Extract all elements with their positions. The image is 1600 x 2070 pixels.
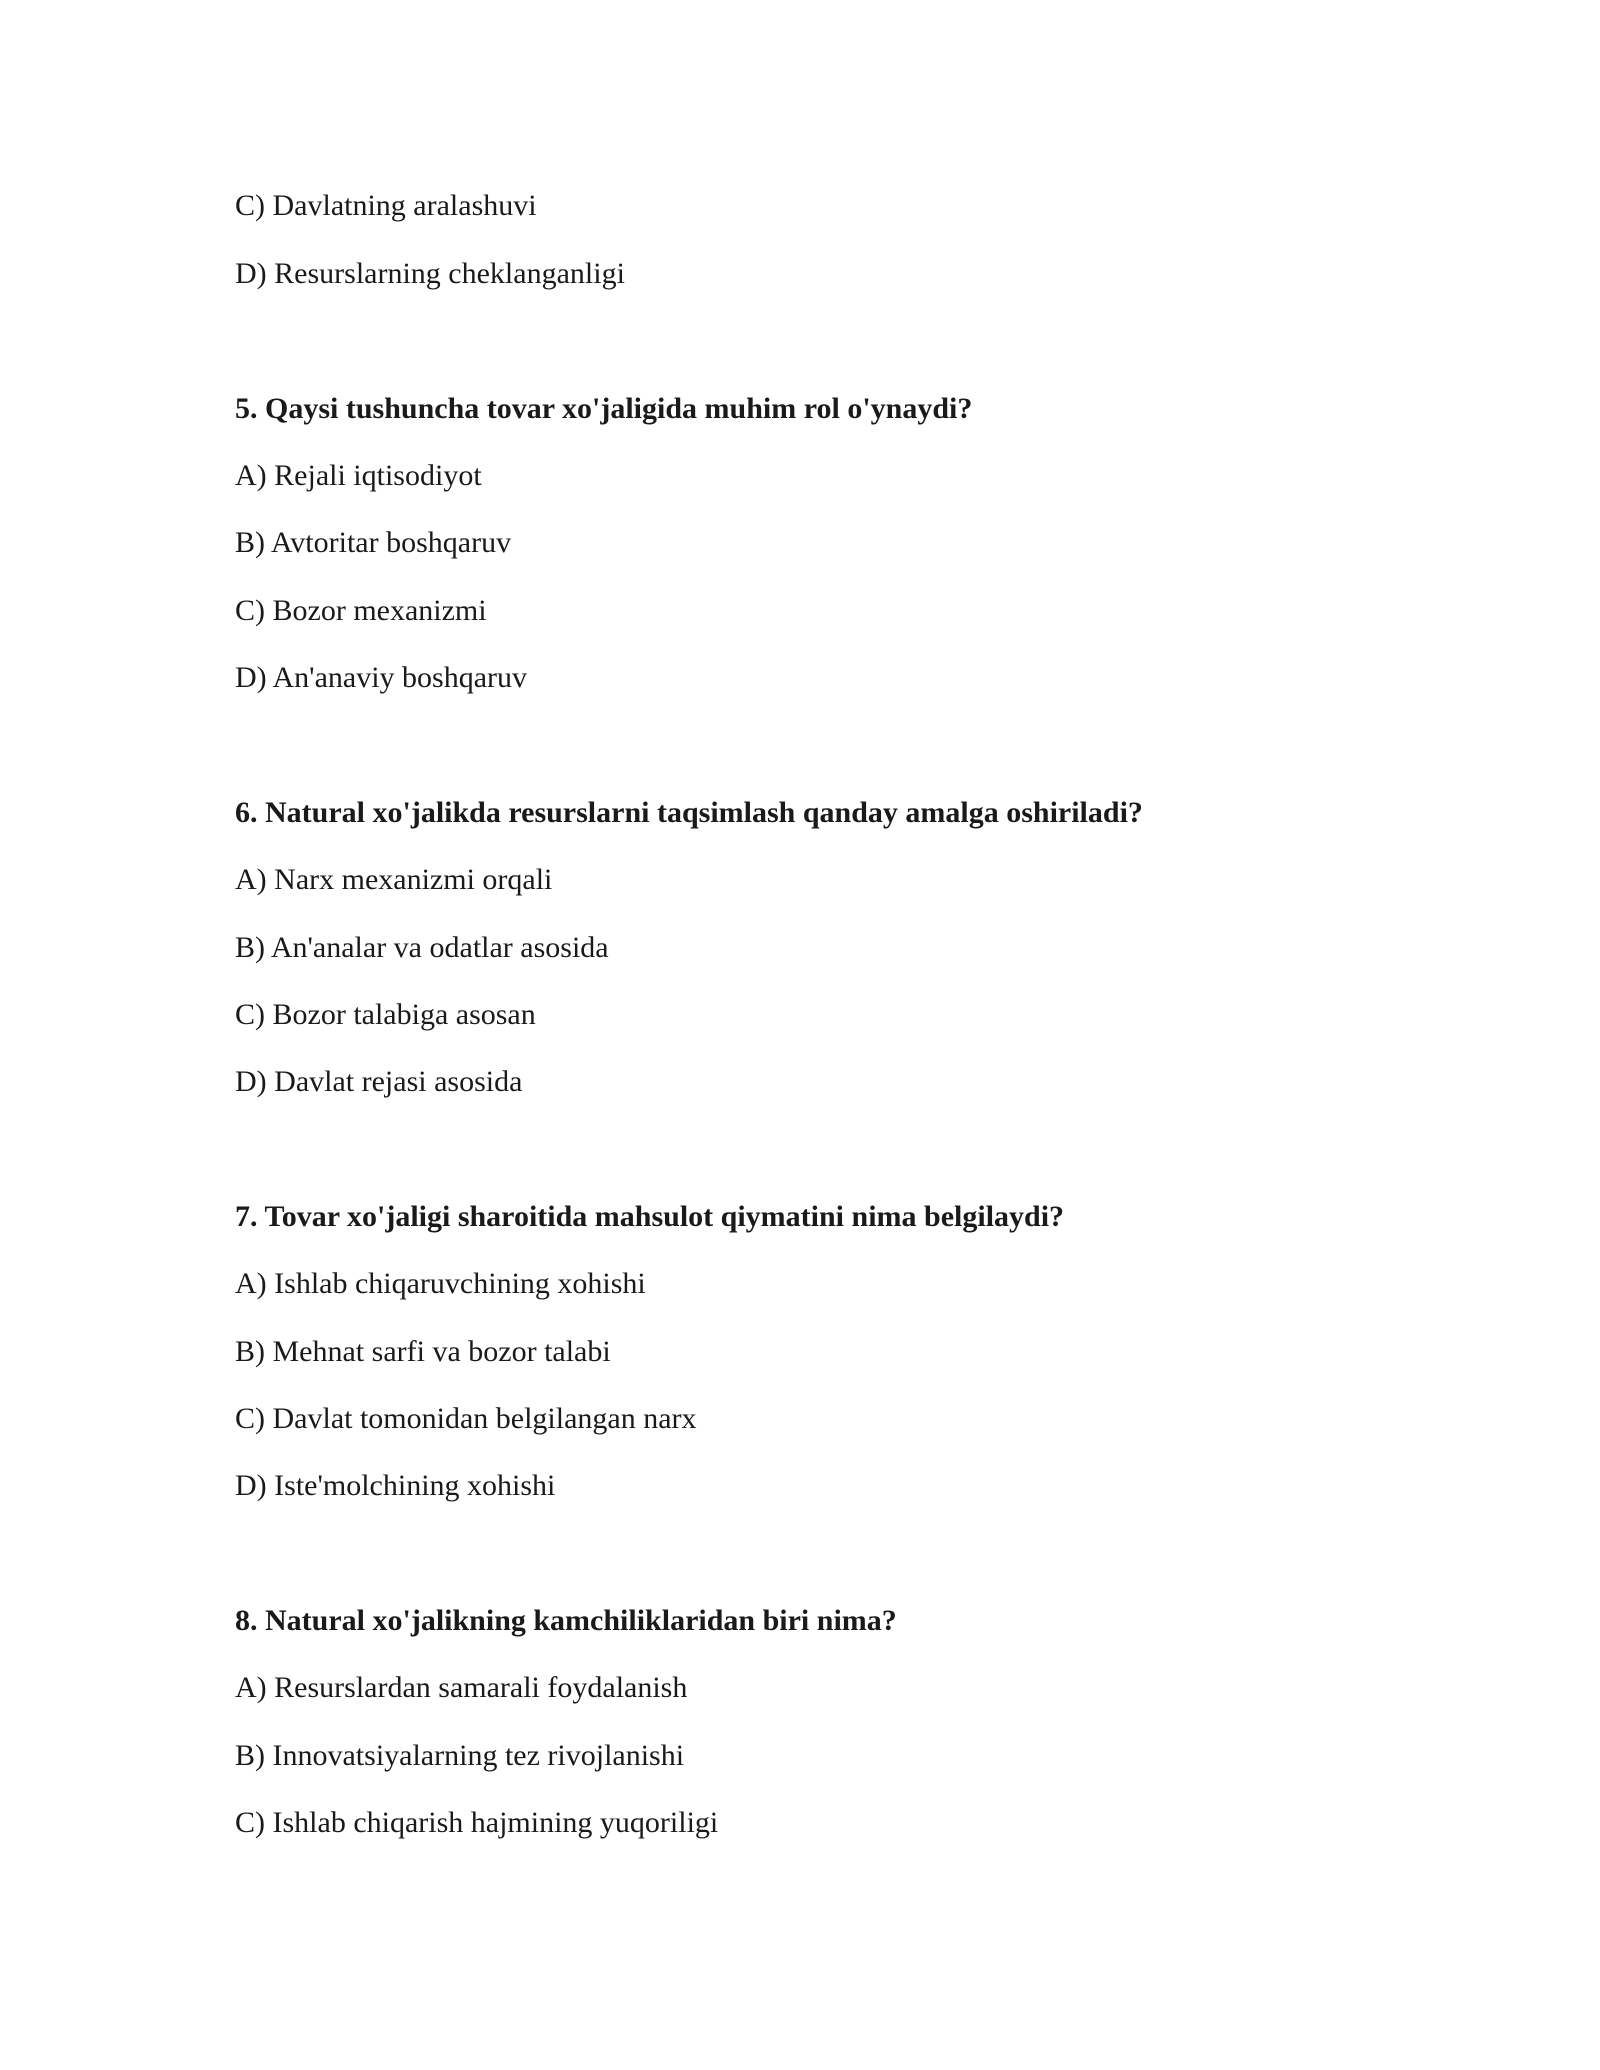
question-6-title: 6. Natural xo'jalikda resurslarni taqsimlash qanday amalga oshiriladi?	[235, 796, 1143, 829]
question-7-option-d: D) Iste'molchining xohishi	[235, 1469, 556, 1502]
question-7-title: 7. Tovar xo'jaligi sharoitida mahsulot qiymatini nima belgilaydi?	[235, 1200, 1065, 1233]
question-6-option-c: C) Bozor talabiga asosan	[235, 998, 536, 1031]
question-6-option-b: B) An'analar va odatlar asosida	[235, 931, 609, 964]
question-6-option-a: A) Narx mexanizmi orqali	[235, 863, 553, 896]
question-5-option-d: D) An'anaviy boshqaruv	[235, 661, 528, 694]
question-5-option-c: C) Bozor mexanizmi	[235, 594, 487, 627]
option-text: C) Davlatning aralashuvi	[235, 189, 537, 222]
question-7-option-a: A) Ishlab chiqaruvchining xohishi	[235, 1267, 646, 1300]
question-6-option-d: D) Davlat rejasi asosida	[235, 1065, 523, 1098]
question-5-option-a: A) Rejali iqtisodiyot	[235, 459, 482, 492]
question-8-option-a: A) Resurslardan samarali foydalanish	[235, 1671, 688, 1704]
option-text: D) Resurslarning cheklanganligi	[235, 257, 625, 290]
question-7-option-c: C) Davlat tomonidan belgilangan narx	[235, 1402, 697, 1435]
question-5-title: 5. Qaysi tushuncha tovar xo'jaligida muhim rol o'ynaydi?	[235, 392, 973, 425]
question-8-option-b: B) Innovatsiyalarning tez rivojlanishi	[235, 1739, 685, 1772]
question-8-option-c: C) Ishlab chiqarish hajmining yuqoriligi	[235, 1806, 719, 1839]
question-7-option-b: B) Mehnat sarfi va bozor talabi	[235, 1335, 611, 1368]
question-5-option-b: B) Avtoritar boshqaruv	[235, 526, 512, 559]
question-8-title: 8. Natural xo'jalikning kamchiliklaridan biri nima?	[235, 1604, 897, 1637]
